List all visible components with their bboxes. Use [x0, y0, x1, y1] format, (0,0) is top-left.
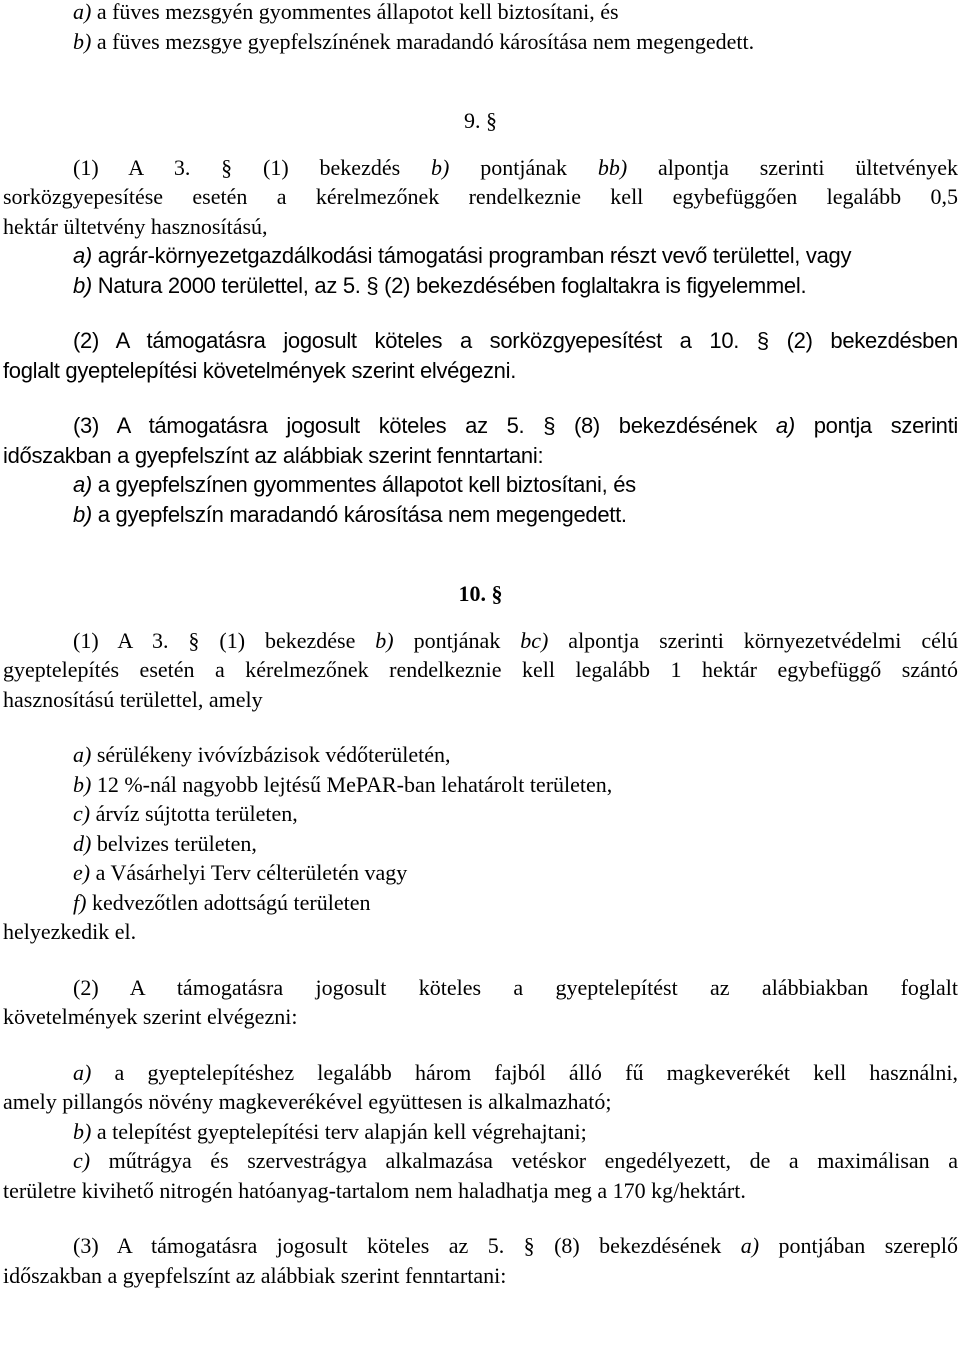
document-page — [3, 0, 958, 1290]
list-text: kedvezőtlen adottságú területen — [86, 889, 371, 915]
list-marker: c) — [73, 1148, 91, 1173]
list-text: agrár-környezetgazdálkodási támogatási programban részt vevő területtel, vagy — [91, 243, 852, 268]
list-item — [3, 271, 958, 301]
text-run: bc) — [520, 627, 549, 653]
text-run: a) — [740, 1233, 760, 1258]
paragraph-line: időszakban a gyepfelszínt az alábbiak szerint fenntartani: — [3, 1262, 507, 1288]
list-marker: c) — [73, 801, 91, 826]
list-item — [3, 829, 958, 859]
paragraph-line — [3, 411, 958, 441]
list-text: a telepítést gyeptelepítési terv alapján kell végrehajtani; — [91, 1118, 587, 1144]
text-run: bb) — [597, 154, 628, 180]
list-item — [3, 241, 958, 271]
list-item — [3, 888, 958, 918]
text-run: b) — [431, 154, 450, 180]
paragraph-line — [3, 153, 958, 183]
list-item — [3, 500, 958, 530]
text-run: pontjának — [393, 627, 521, 653]
paragraph — [3, 411, 958, 529]
paragraph-line: területre kivihető nitrogén hatóanyag-tartalom nem haladhatja meg a 170 kg/hektárt. — [3, 1177, 746, 1203]
section-heading: 10. § — [458, 581, 503, 606]
paragraph — [3, 1231, 958, 1290]
list-item — [3, 740, 958, 770]
paragraph-line: hektár ültetvény hasznosítású, — [3, 213, 268, 239]
list-text: 12 %-nál nagyobb lejtésű MePAR-ban lehatárolt területen, — [91, 771, 613, 797]
list-item — [3, 0, 958, 27]
list-marker: f) — [73, 889, 87, 915]
text-run: pontjában szereplő — [759, 1233, 958, 1258]
list-marker: e) — [73, 860, 91, 885]
text-run: pontja szerinti — [794, 413, 958, 438]
list-marker: a) — [73, 1059, 92, 1085]
list-text: a Vásárhelyi Terv célterületén vagy — [90, 860, 408, 885]
text-run: pontjának — [449, 154, 598, 180]
list-marker: a) — [73, 742, 92, 767]
list-marker: d) — [73, 830, 92, 856]
text-run: b) — [375, 627, 394, 653]
list-marker: b) — [73, 501, 92, 527]
paragraph — [3, 326, 958, 385]
text-run: (3) A támogatásra jogosult köteles az 5. § (8) bekezdésének — [73, 1233, 741, 1258]
paragraph-line: követelmények szerint elvégezni: — [3, 1004, 298, 1029]
list-item — [3, 770, 958, 800]
paragraph-line: (2) A támogatásra jogosult köteles a sorközgyepesítést a 10. § (2) bekezdésben — [73, 328, 958, 353]
list-text: a gyepfelszín maradandó károsítása nem megengedett. — [91, 501, 627, 527]
list-text: a gyeptelepítéshez legalább három fajból álló fű magkeverékét kell használni, — [91, 1059, 958, 1085]
list-item — [3, 858, 958, 888]
text-run: alpontja szerinti ültetvények — [627, 154, 958, 180]
list-marker: a) — [73, 0, 92, 24]
paragraph-line: gyeptelepítés esetén a kérelmezőnek rendelkeznie kell legalább 1 hektár egybefüggő szántó — [3, 657, 958, 682]
text-run: (1) A 3. § (1) bekezdése — [73, 627, 376, 653]
list-text: Natura 2000 területtel, az 5. § (2) bekezdésében foglaltakra is figyelemmel. — [91, 272, 807, 298]
list-marker: a) — [73, 472, 92, 497]
paragraph-line: amely pillangós növény magkeverékével együttesen is alkalmazható; — [3, 1089, 612, 1114]
paragraph — [3, 973, 958, 1206]
text-run: a) — [775, 413, 795, 438]
list-text: a gyepfelszínen gyommentes állapotot kell biztosítani, és — [91, 472, 636, 497]
list-item — [3, 470, 958, 500]
section-heading: 9. § — [464, 108, 497, 133]
list-marker: b) — [73, 771, 92, 797]
paragraph — [3, 626, 958, 947]
list-item — [3, 799, 958, 829]
list-item — [3, 1146, 958, 1176]
paragraph-line: sorközgyepesítése esetén a kérelmezőnek rendelkeznie kell egybefüggően legalább 0,5 — [3, 184, 958, 209]
list-text: sérülékeny ivóvízbázisok védőterületén, — [91, 742, 451, 767]
list-item — [3, 1058, 958, 1088]
list-text: belvizes területen, — [91, 830, 257, 856]
list-text: műtrágya és szervestrágya alkalmazása vetéskor engedélyezett, de a maximálisan a — [90, 1148, 958, 1173]
list-marker: b) — [73, 28, 92, 54]
list-text: a füves mezsgye gyepfelszínének maradandó károsítása nem megengedett. — [91, 28, 755, 54]
paragraph-line — [3, 626, 958, 656]
paragraph-line: helyezkedik el. — [3, 919, 137, 944]
list-text: árvíz sújtotta területen, — [90, 801, 298, 826]
list — [3, 740, 958, 917]
paragraph-line: (2) A támogatásra jogosult köteles a gyeptelepítést az alábbiakban foglalt — [73, 974, 958, 1000]
paragraph-line: időszakban a gyepfelszínt az alábbiak szerint fenntartani: — [3, 442, 544, 468]
list-marker: b) — [73, 272, 92, 298]
paragraph-line — [3, 1231, 958, 1261]
paragraph — [3, 153, 958, 301]
list-item — [3, 1117, 958, 1147]
text-run: (1) A 3. § (1) bekezdés — [73, 154, 432, 180]
text-run: alpontja szerinti környezetvédelmi célú — [548, 627, 958, 653]
list-marker: b) — [73, 1118, 92, 1144]
list-marker: a) — [73, 243, 92, 268]
list-item — [3, 27, 958, 57]
text-run: (3) A támogatásra jogosult köteles az 5. § (8) bekezdésének — [73, 413, 776, 438]
list-text: a füves mezsgyén gyommentes állapotot kell biztosítani, és — [91, 0, 619, 24]
paragraph-line: foglalt gyeptelepítési követelmények szerint elvégezni. — [3, 357, 517, 383]
paragraph-line: hasznosítású területtel, amely — [3, 686, 263, 712]
